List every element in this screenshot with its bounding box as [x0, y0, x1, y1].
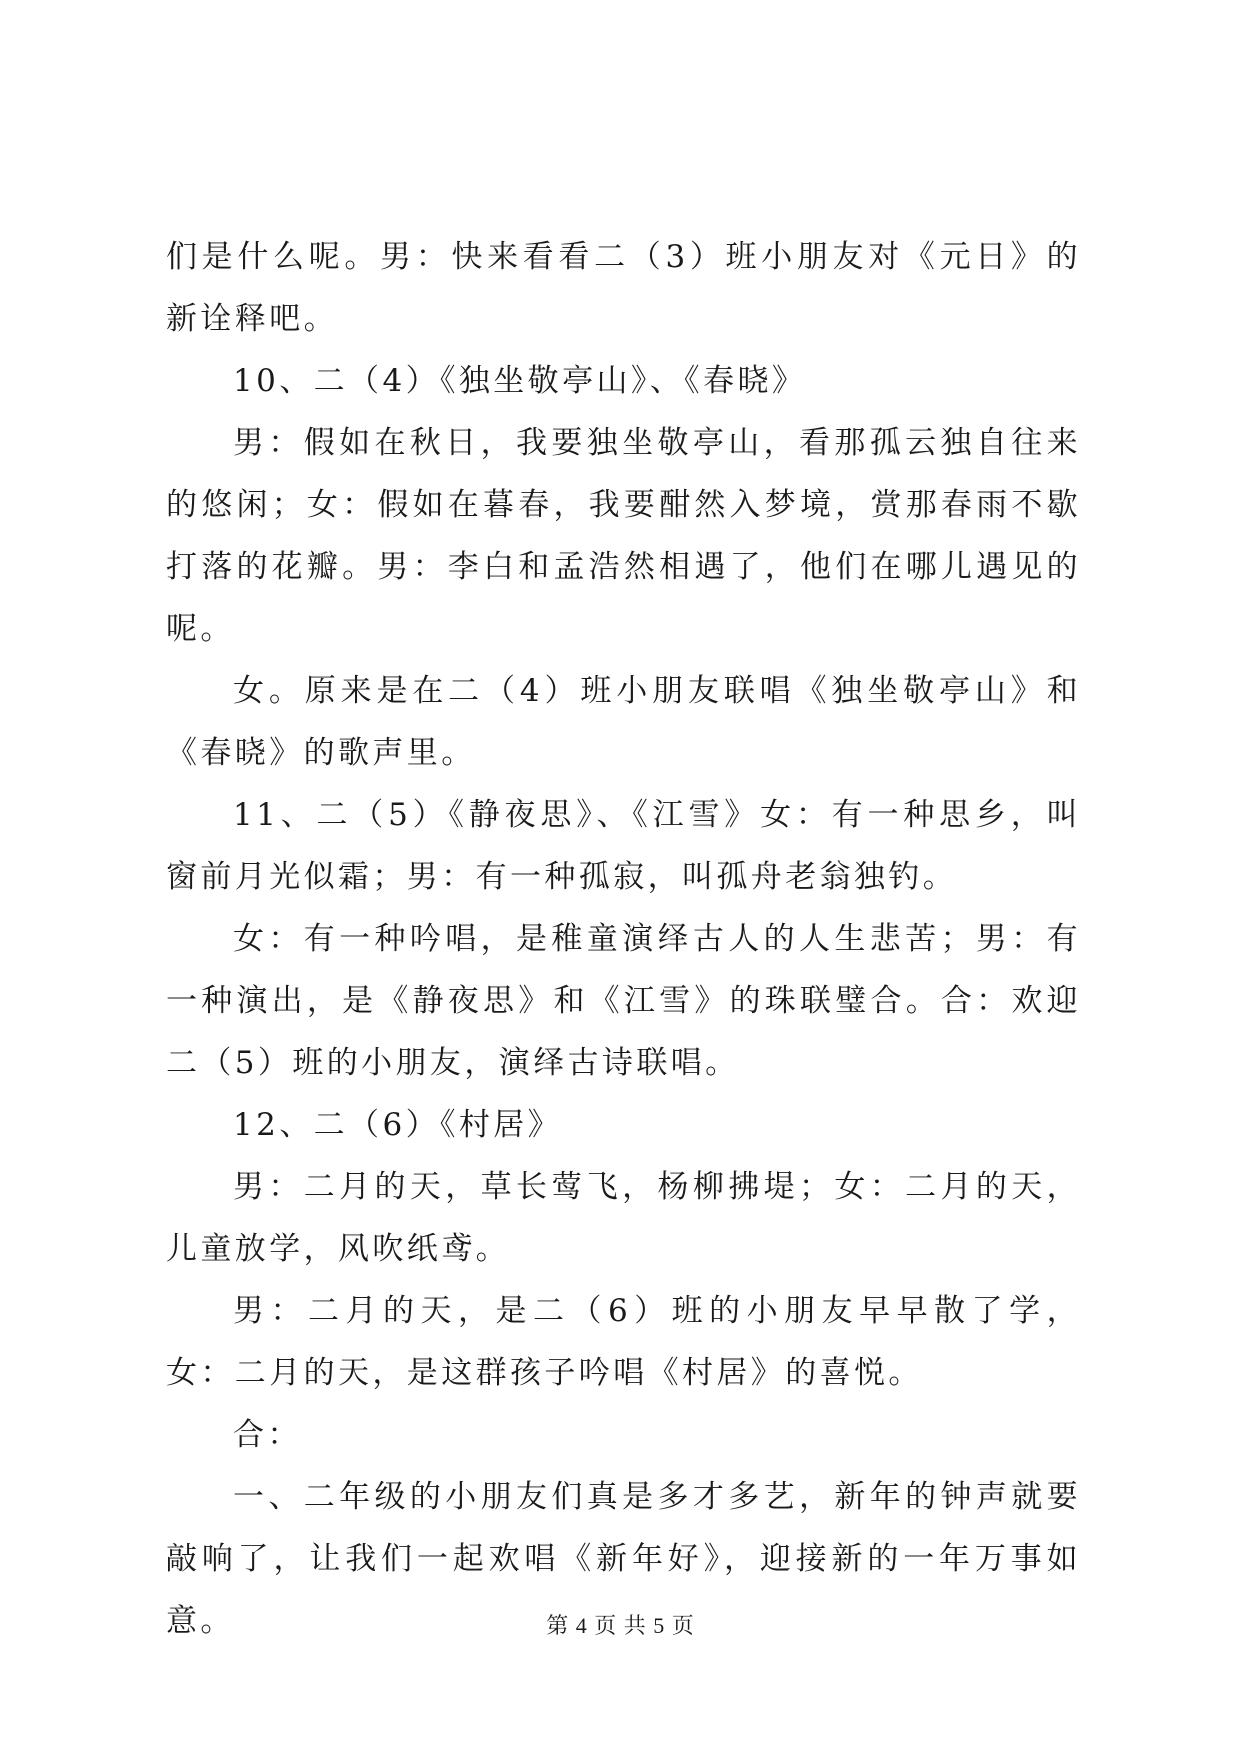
page-footer [0, 1611, 1241, 1641]
paragraph-9: 男：二月的天，是二（6）班的小朋友早早散了学，女：二月的天，是这群孩子吟唱《村居》的喜悦。 [166, 1293, 1081, 1391]
paragraph-7: 12、二（6）《村居》 [233, 1107, 563, 1143]
paragraph-6: 女：有一种吟唱，是稚童演绎古人的人生悲苦；男：有一种演出，是《静夜思》和《江雪》的珠联璧合。合：欢迎二（5）班的小朋友，演绎古诗联唱。 [166, 921, 1081, 1081]
paragraph-1: 们是什么呢。男：快来看看二（3）班小朋友对《元日》的新诠释吧。 [166, 239, 1081, 337]
paragraph-11: 一、二年级的小朋友们真是多才多艺，新年的钟声就要敲响了，让我们一起欢唱《新年好》，迎接新的一年万事如意。 [166, 1479, 1081, 1639]
paragraph-3: 男：假如在秋日，我要独坐敬亭山，看那孤云独自往来的悠闲；女：假如在暮春，我要酣然入梦境，赏那春雨不歇打落的花瓣。男：李白和孟浩然相遇了，他们在哪儿遇见的呢。 [166, 425, 1081, 647]
paragraph-2: 10、二（4）《独坐敬亭山》、《春晓》 [233, 363, 807, 399]
paragraph-5: 11、二（5）《静夜思》、《江雪》女：有一种思乡，叫窗前月光似霜；男：有一种孤寂，叫孤舟老翁独钓。 [166, 797, 1081, 895]
paragraph-4: 女。原来是在二（4）班小朋友联唱《独坐敬亭山》和《春晓》的歌声里。 [166, 673, 1081, 771]
document-body [166, 226, 1081, 1652]
paragraph-8: 男：二月的天，草长莺飞，杨柳拂堤；女：二月的天，儿童放学，风吹纸鸢。 [166, 1169, 1081, 1267]
paragraph-10: 合： [233, 1417, 302, 1453]
page-number-label: 第 4 页 共 5 页 [546, 1613, 695, 1638]
